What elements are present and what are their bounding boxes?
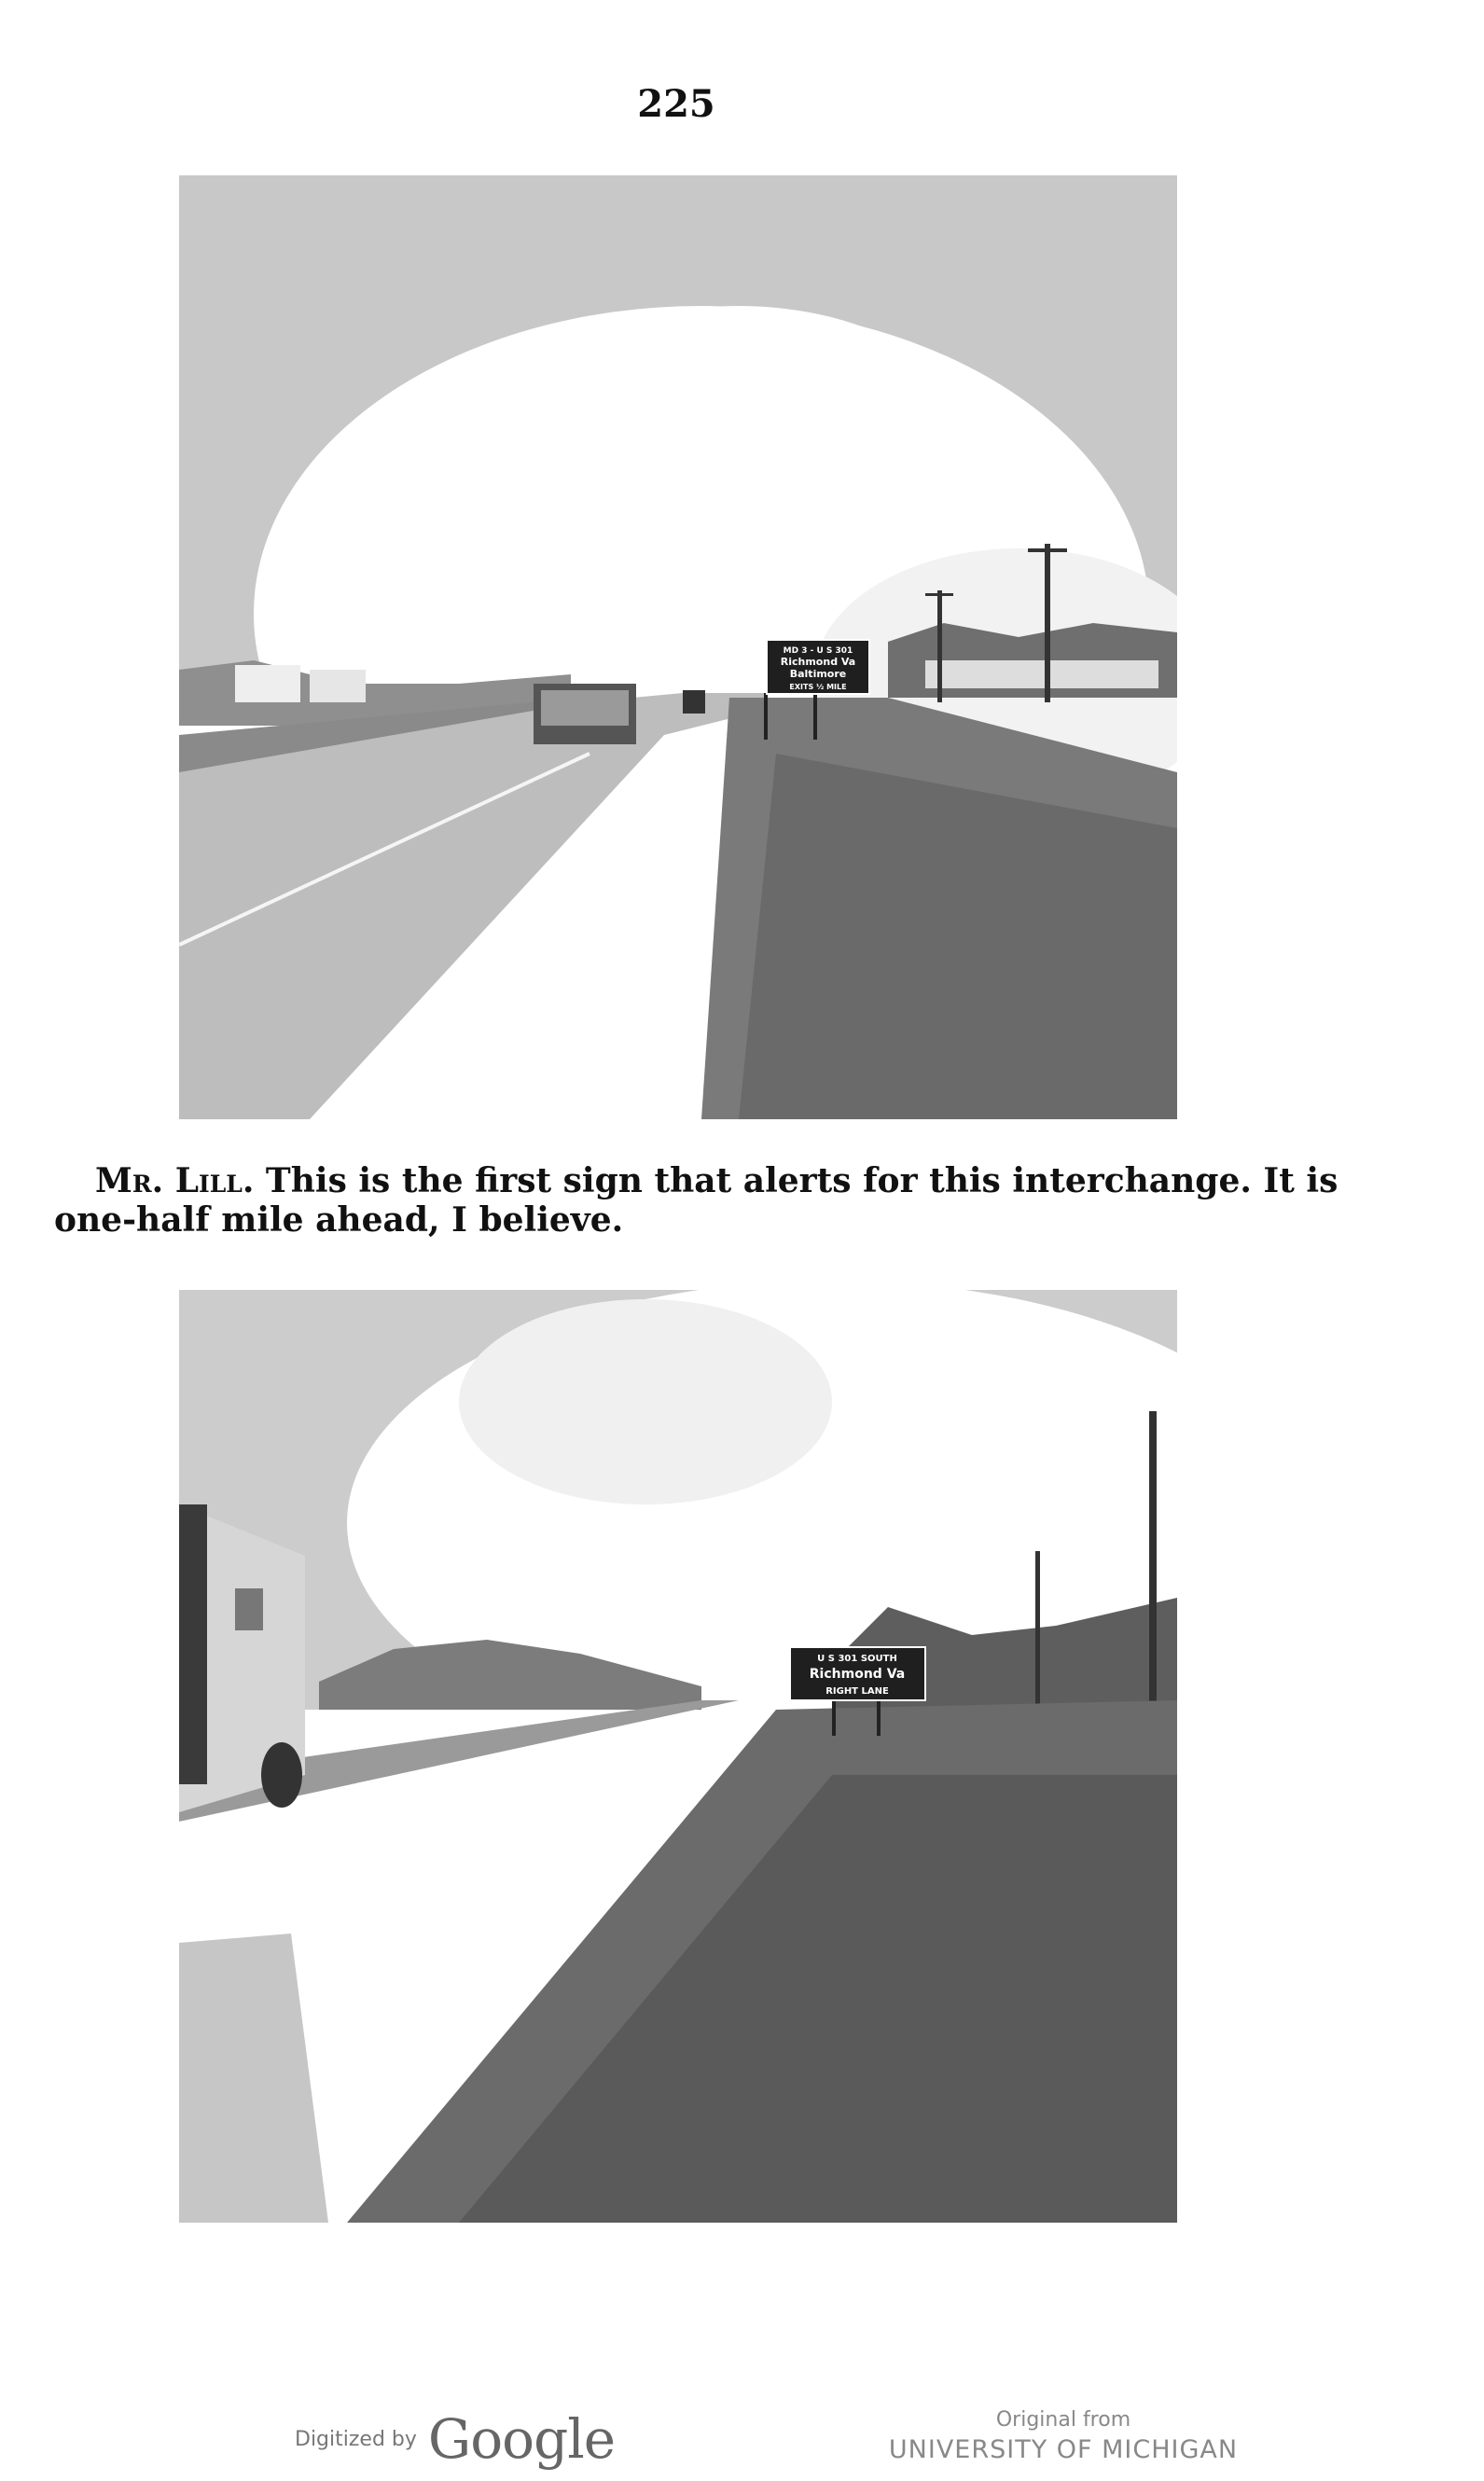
sign-1-line-1: MD 3 - U S 301 xyxy=(783,646,853,656)
digitized-by-google-watermark xyxy=(295,2402,615,2476)
highway-photo-first-sign xyxy=(179,175,1177,1119)
photo-2-image xyxy=(179,1290,1177,2223)
sign-2-line-2: Richmond Va xyxy=(809,1667,906,1682)
google-logo: Google xyxy=(427,2407,616,2471)
speaker-name: Mr. Lill. xyxy=(95,1161,255,1200)
caption-paragraph xyxy=(54,1161,1341,1240)
photo-1-image xyxy=(179,175,1177,1119)
digitized-by-label: Digitized by xyxy=(295,2427,417,2451)
sign-2-line-1: U S 301 SOUTH xyxy=(817,1654,897,1664)
caption-text: This is the first sign that alerts for this interchange. It is one-half mile ahead, I believe. xyxy=(54,1161,1338,1240)
sign-1-line-2: Richmond Va xyxy=(780,656,856,668)
sign-1-line-4: EXITS ½ MILE xyxy=(789,683,847,691)
original-from-label: Original from xyxy=(995,2408,1131,2432)
original-from-watermark xyxy=(867,2408,1259,2464)
sign-1-line-3: Baltimore xyxy=(789,668,847,680)
page-number: 225 xyxy=(637,82,715,126)
sign-2-line-3: RIGHT LANE xyxy=(825,1686,889,1697)
highway-photo-right-lane-sign xyxy=(179,1290,1177,2223)
institution-label: UNIVERSITY OF MICHIGAN xyxy=(888,2435,1239,2464)
